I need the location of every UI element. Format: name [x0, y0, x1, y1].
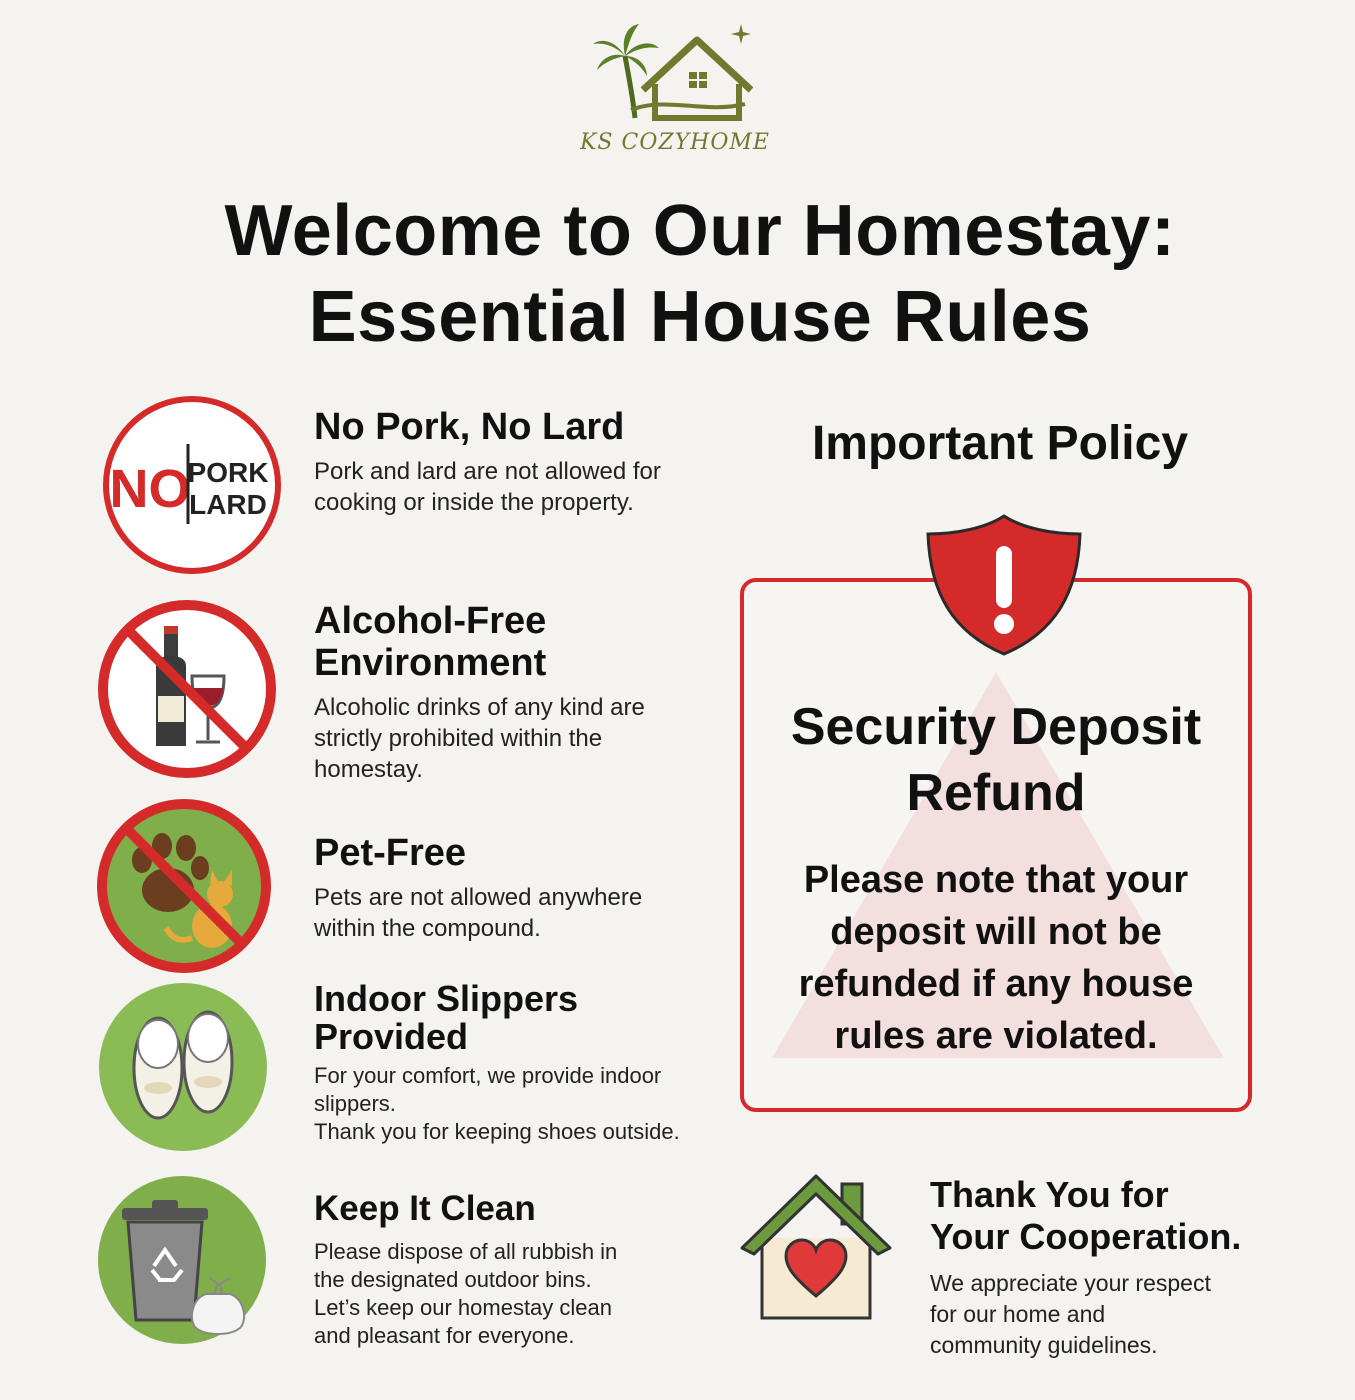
thank-you-title-line1: Thank You for	[930, 1174, 1169, 1215]
brand-logo	[570, 18, 780, 163]
rule-title-line1: Alcohol-Free	[314, 600, 547, 642]
thank-you-section	[930, 1174, 1330, 1361]
rule-title: Keep It Clean	[314, 1189, 536, 1228]
rule-title	[314, 600, 694, 684]
warning-shield-icon	[922, 512, 1086, 661]
rule-title: No Pork, No Lard	[314, 406, 625, 448]
policy-text: Please note that your deposit will not be refunded if any house rules are violated.	[798, 859, 1194, 1057]
thank-you-title	[930, 1174, 1330, 1258]
lard-label: LARD	[189, 489, 267, 520]
rule-pet-free	[96, 798, 696, 974]
palm-house-logo-icon	[585, 18, 765, 128]
rule-title-line1: Indoor Slippers	[314, 978, 579, 1019]
rule-alcohol-free	[96, 596, 696, 786]
rule-description-line1: For your comfort, we provide indoor slippers.	[314, 1063, 662, 1116]
policy-title	[744, 694, 1248, 826]
no-pets-icon	[96, 798, 272, 979]
rule-title-line2: Environment	[314, 642, 547, 684]
thank-you-text: We appreciate your respect for our home and community guidelines.	[930, 1270, 1211, 1358]
rule-title: Pet-Free	[314, 832, 467, 874]
rule-description: Please dispose of all rubbish in the designated outdoor bins. Let’s keep our homestay clean and pleasant for everyone.	[314, 1239, 618, 1348]
policy-title-line1: Security Deposit	[790, 698, 1202, 756]
rule-keep-it-clean	[96, 1174, 696, 1384]
house-heart-icon	[736, 1168, 896, 1329]
rule-indoor-slippers	[96, 980, 696, 1170]
brand-name: KS COZYHOME	[580, 130, 770, 155]
page-title	[0, 188, 1355, 360]
thank-you-title-line2: Your Cooperation.	[930, 1216, 1242, 1257]
pork-label: PORK	[187, 457, 269, 488]
no-pork-lard-icon	[102, 392, 282, 583]
policy-heading: Important Policy	[811, 417, 1189, 470]
no-alcohol-icon	[96, 596, 278, 787]
rule-title-line2: Provided	[314, 1016, 469, 1057]
rule-description: Pork and lard are not allowed for cooking or inside the property.	[314, 458, 661, 516]
rule-no-pork	[96, 392, 696, 582]
slippers-icon	[98, 982, 268, 1157]
page-title-line1: Welcome to Our Homestay:	[224, 191, 1176, 271]
page-title-line2: Essential House Rules	[308, 277, 1092, 357]
rule-description: Pets are not allowed anywhere within the compound.	[314, 884, 643, 942]
rule-description: Alcoholic drinks of any kind are strictly prohibited within the homestay.	[314, 694, 645, 783]
rule-title	[314, 980, 694, 1056]
trash-bin-icon	[96, 1174, 268, 1357]
policy-title-line2: Refund	[906, 764, 1086, 822]
no-label: NO	[109, 459, 191, 519]
rule-description-line2: Thank you for keeping shoes outside.	[314, 1119, 680, 1144]
